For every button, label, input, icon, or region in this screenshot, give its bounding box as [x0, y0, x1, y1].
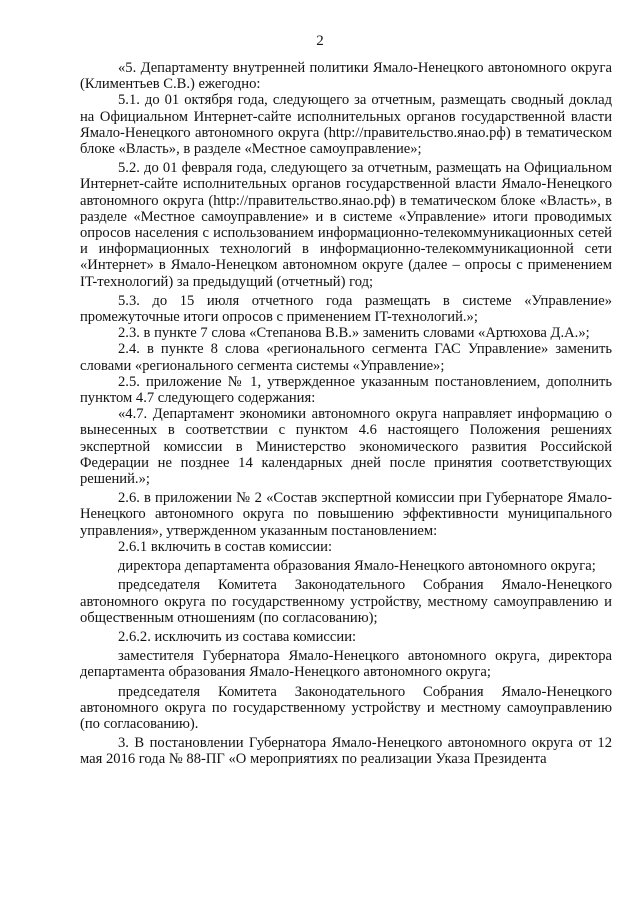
- paragraph-director: директора департамента образования Ямало-Ненецкого автономного округа;: [118, 558, 596, 575]
- paragraph-chairman-add: председателя Комитета Законодательного Собрания Ямало-Ненецкого автономного округа по государственному устройству, местному самоуправлению и общественным отношениям (по согласованию);: [80, 577, 612, 626]
- paragraph-chairman-remove: председателя Комитета Законодательного Собрания Ямало-Ненецкого автономного округа по государственному устройству и местному самоуправлению (по согласованию).: [80, 683, 612, 732]
- paragraph-5: «5. Департаменту внутренней политики Ямало-Ненецкого автономного округа (Климентьев С.В.) ежегодно:: [80, 60, 612, 93]
- paragraph-2-6-1: 2.6.1 включить в состав комиссии:: [118, 538, 333, 555]
- paragraph-2-5: 2.5. приложение № 1, утвержденное указанным постановлением, дополнить пунктом 4.7 следующего содержания:: [80, 373, 612, 407]
- paragraph-2-3: 2.3. в пункте 7 слова «Степанова В.В.» заменить словами «Артюхова Д.А.»;: [118, 325, 590, 342]
- paragraph-5-3: 5.3. до 15 июля отчетного года размещать в системе «Управление» промежуточные итоги опросов с применением IT-технологий.»;: [80, 292, 612, 326]
- paragraph-deputy-governor: заместителя Губернатора Ямало-Ненецкого автономного округа, директора департамента образования Ямало-Ненецкого автономного округа;: [80, 648, 612, 681]
- document-body: [80, 60, 612, 768]
- paragraph-5-2: 5.2. до 01 февраля года, следующего за отчетным, размещать на Официальном Интернет-сайте исполнительных органов государственной власти Ямало-Ненецкого автономного округа (http://правительство.янао.рф) в тематическом блоке «Власть», в разделе «Местное самоуправление» и в системе «Управление» итоги проводимых опросов населения с использованием информационно-телекоммуникационных сетей и информационных технологий в информационно-телекоммуникационной сети «Интернет» в Ямало-Ненецком автономном округе (далее – опросы с применением IT-технологий) за предыдущий (отчетный) год;: [80, 160, 612, 290]
- paragraph-3: 3. В постановлении Губернатора Ямало-Ненецкого автономного округа от 12 мая 2016 года № 88-ПГ «О мероприятиях по реализации Указа Президента: [80, 735, 612, 768]
- paragraph-2-6: 2.6. в приложении № 2 «Состав экспертной комиссии при Губернаторе Ямало-Ненецкого автономного округа по повышению эффективности муниципального управления», утвержденном указанным постановлением:: [80, 490, 612, 539]
- paragraph-4-7: «4.7. Департамент экономики автономного округа направляет информацию о вынесенных в соответствии с пунктом 4.6 настоящего Положения решениях экспертной комиссии в Министерство экономического развития Российской Федерации не позднее 14 календарных дней после принятия соответствующих решений.»;: [80, 406, 612, 488]
- paragraph-2-4: 2.4. в пункте 8 слова «регионального сегмента ГАС Управление» заменить словами «регионального сегмента системы «Управление»;: [80, 341, 612, 374]
- page-number: 2: [316, 33, 324, 49]
- paragraph-2-6-2: 2.6.2. исключить из состава комиссии:: [118, 628, 357, 645]
- paragraph-5-1: 5.1. до 01 октября года, следующего за отчетным, размещать сводный доклад на Официальном Интернет-сайте исполнительных органов государственной власти Ямало-Ненецкого автономного округа (http://правительство.янао.рф) в тематическом блоке «Власть», в разделе «Местное самоуправление»;: [80, 92, 612, 158]
